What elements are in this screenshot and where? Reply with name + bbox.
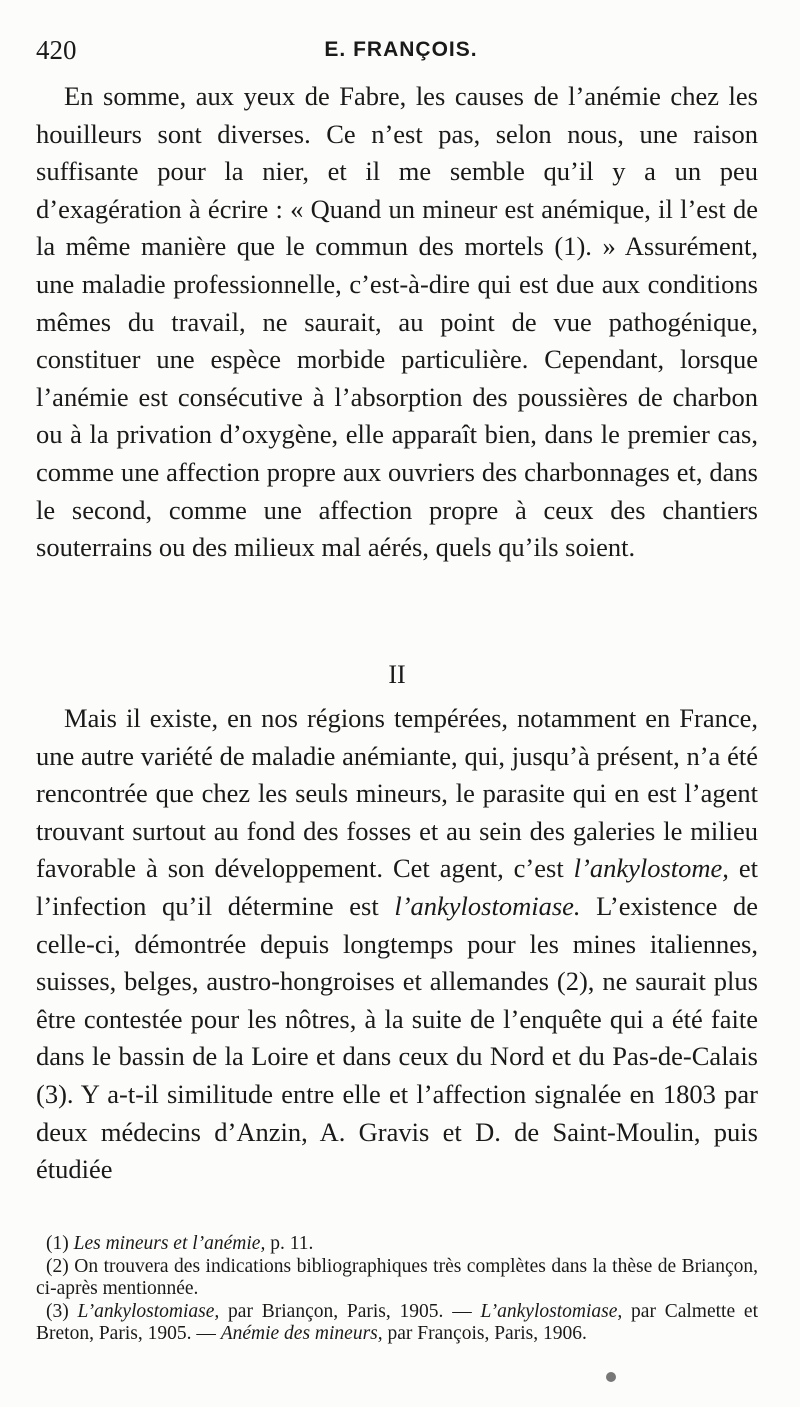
section-heading: II [388, 660, 406, 689]
paragraph-2-text-1: Mais il existe, en nos régions tempérées, notamment en France, une autre variété de maladie anémiante, qui, jusqu’à présent, n’a été rencontrée que chez les seuls mineurs, le parasite qui en est l’agent trouvant surtout au fond des fosses et au sein des galeries le milieu favorable à son développement. Cet agent, c’est [36, 703, 758, 884]
paragraph-2-text-3: L’existence de celle-ci, démontrée depuis longtemps pour les mines italiennes, suisses, belges, austro-hongroises et allemandes (2), ne saurait plus être contestée pour les nôtres, à la suite de l’enquête qui a été faite dans le bassin de la Loire et dans ceux du Nord et du Pas-de-Calais (3). Y a-t-il similitude entre elle et l’affection signalée en 1803 par deux médecins d’Anzin, A. Gravis et D. de Saint-Moulin, puis étudiée [36, 890, 758, 1185]
running-head: E. FRANÇOIS. [324, 38, 478, 61]
paragraph-2 [36, 700, 758, 1189]
page-number: 420 [36, 35, 77, 65]
footnote-3-number: (3) [46, 1300, 69, 1322]
footnote-2-number: (2) [46, 1255, 69, 1277]
term-ankylostomiase: l’ankylostomiase. [394, 890, 581, 921]
footnote-3 [36, 1301, 758, 1346]
paragraph-2-block [36, 700, 758, 1189]
footnote-3-title-1: L’ankylostomiase, [77, 1300, 220, 1322]
footnotes [36, 1233, 758, 1346]
footnote-2 [36, 1256, 758, 1301]
footnote-3-title-3: Anémie des mineurs, [220, 1323, 383, 1344]
footnote-3-title-2: L’ankylostomiase, [480, 1300, 623, 1322]
paragraph-1: En somme, aux yeux de Fabre, les causes de l’anémie chez les houilleurs sont diverses. Ce n’est pas, selon nous, une raison suffisante pour la nier, et il me semble qu’il y a un peu d’exagération à écrire : « Quand un mineur est anémique, il l’est de la même manière que le commun des mortels (1). » Assurément, une maladie professionnelle, c’est-à-dire qui est due aux conditions mêmes du travail, ne saurait, au point de vue pathogénique, constituer une espèce morbide particulière. Cependant, lorsque l’anémie est consécutive à l’absorption des poussières de charbon ou à la privation d’oxygène, elle apparaît bien, dans le premier cas, comme une affection propre aux ouvriers des charbonnages et, dans le second, comme une affection propre à ceux des chantiers souterrains ou des milieux mal aérés, quels qu’ils soient. [36, 81, 758, 563]
footnote-2-text: On trouvera des indications bibliographiques très complètes dans la thèse de Briançon, ci-après mentionnée. [36, 1255, 758, 1299]
footnote-3-text-3: par François, Paris, 1906. [382, 1323, 587, 1344]
footnote-1 [36, 1233, 758, 1256]
footnote-1-title: Les mineurs et l’anémie, [73, 1233, 266, 1254]
footnote-1-number: (1) [46, 1233, 69, 1254]
page-header [36, 30, 766, 70]
paragraph-2-text-2: et l’infection qu’il détermine est [36, 853, 758, 921]
term-ankylostome: l’ankylostome, [573, 853, 729, 884]
footnote-1-text: p. 11. [265, 1233, 314, 1254]
footnote-3-text-1: par Briançon, Paris, 1905. — [219, 1300, 481, 1322]
ink-dot-ornament [606, 1372, 616, 1382]
paragraph-1-block [36, 78, 758, 567]
footnote-3-text-2: par Calmette et Breton, Paris, 1905. — [36, 1300, 758, 1344]
